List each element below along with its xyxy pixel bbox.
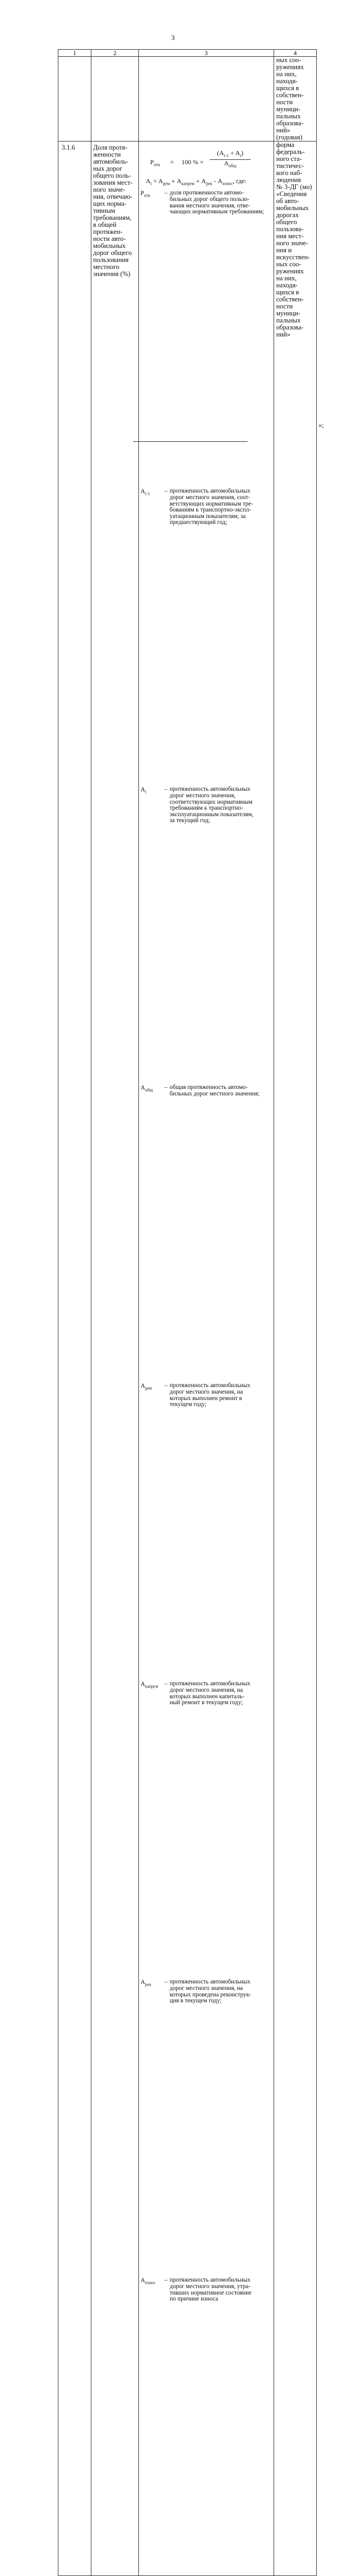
cont-cell-1 bbox=[58, 57, 91, 142]
formula-lhs-sub: отв bbox=[154, 162, 160, 167]
formula-percent: 100 % × bbox=[181, 158, 204, 166]
footer-divider bbox=[133, 441, 248, 442]
definition-text: протяженность автомобильных дорог местного значения, соответствующих нормативным требованиям к транспортно- эксплуатационным показателям, за текущий год; bbox=[169, 786, 254, 824]
closing-quote: »; bbox=[318, 421, 324, 429]
cont-source-text: ных соо- ружениях на них, находя- щихся в собствен- ности муници- пальных образова- ний» (годовая) bbox=[276, 56, 304, 141]
cont-cell-2 bbox=[91, 57, 139, 142]
definition-row: $P_{отв}$ – доля протяженности автомо- бильных дорог общего пользо- вания местного значения, отве- чающих нормативным требованиям; bbox=[141, 190, 272, 488]
column-header-1: 1 bbox=[58, 50, 91, 57]
formula-equals: = bbox=[170, 158, 174, 166]
column-header-row bbox=[58, 50, 317, 57]
page-number: 3 bbox=[171, 33, 175, 42]
source-cell bbox=[274, 142, 316, 2576]
definitions-list bbox=[141, 190, 272, 2575]
definition-text: доля протяженности автомо- бильных дорог общего пользо- вания местного значения, отве- чающих нормативным требованиям; bbox=[169, 190, 264, 216]
formula-cell bbox=[138, 142, 274, 2576]
column-header-4: 4 bbox=[274, 50, 316, 57]
indicators-table bbox=[58, 49, 317, 2576]
definition-text: протяженность автомобильных дорог местного значения, утра- тивших нормативное состояние по причине износа bbox=[169, 2277, 252, 2303]
definition-row: $A_{i-1}$ – протяженность автомобильных дорог местного значения, соот- ветствующих нормативным тре- бованиям к транспортно-экспл- уатационным показателям, за предшествующий год; bbox=[141, 488, 272, 786]
indicator-name: Доля протя- женности автомобиль- ных дорог общего поль- зования мест- ного значе- ния, отвечаю- щих норма- тивным требованиям, в общей протяжен- ности авто- мобильных дорог общего пользования местного значения (%) bbox=[93, 144, 133, 278]
main-formula bbox=[141, 150, 272, 182]
definition-row: $A_{рек}$ – протяженность автомобильных дорог местного значения, на которых проведена реконструк- ция в текущем году; bbox=[141, 1979, 272, 2277]
definition-text: протяженность автомобильных дорог местного значения, на которых проведена реконструк- ция в текущем году; bbox=[169, 1979, 251, 2005]
definition-text: общая протяженность автомо- бильных дорог местного значения; bbox=[169, 1084, 260, 1097]
continued-row bbox=[58, 57, 317, 142]
definition-text: протяженность автомобильных дорог местного значения, на которых выполнен ремонт в текущем году; bbox=[169, 1382, 251, 1408]
formula-lhs: P bbox=[150, 158, 154, 166]
source-text: форма федераль- ного ста- тистичес- кого наб- людения № 3-ДГ (мо) «Сведения об авто- мобильных дорогах общего пользова- ния мест- ного значе- ния и искусствен- ных соо- ружениях на них, находя- щихся в собствен- ности муници- пальных образова- ний» bbox=[276, 141, 312, 338]
cont-source-cell bbox=[274, 57, 316, 142]
definition-text: протяженность автомобильных дорог местного значения, соот- ветствующих нормативным тре- бованиям к транспортно-экспл- уатационным показателям, за предшествующий год; bbox=[169, 488, 254, 526]
definition-row: $A_{износ}$ – протяженность автомобильных дорог местного значения, утра- тивших нормативное состояние по причине износа bbox=[141, 2277, 272, 2575]
definition-text: протяженность автомобильных дорог местного значения, на которых выполнен капиталь- ный ремонт в текущем году; bbox=[169, 1680, 251, 1706]
cont-cell-3 bbox=[138, 57, 274, 142]
definition-row: $A_{общ}$ – общая протяженность автомо- бильных дорог местного значения; bbox=[141, 1085, 272, 1383]
indicator-cell bbox=[91, 142, 139, 2576]
formula-numerator: $(A_{i-1} + A_i)$ bbox=[210, 150, 251, 160]
column-header-2: 2 bbox=[91, 50, 139, 57]
column-header-3: 3 bbox=[138, 50, 274, 57]
table-row bbox=[58, 142, 317, 2576]
row-number: 3.1.6 bbox=[58, 142, 91, 2576]
formula-denominator: $A_{общ}$ bbox=[224, 159, 237, 169]
definition-row: $A_{рем}$ – протяженность автомобильных дорог местного значения, на которых выполнен ремонт в текущем году; bbox=[141, 1383, 272, 1681]
definition-row: $A_{капрем}$ – протяженность автомобильных дорог местного значения, на которых выполнен капиталь- ный ремонт в текущем году; bbox=[141, 1681, 272, 1979]
formula-fraction bbox=[210, 150, 251, 170]
secondary-formula: $A_i = A_{рем} + A_{капрем} + A_{рек} - A_{износ}$, где: bbox=[145, 177, 247, 186]
definition-row: $A_i$ – протяженность автомобильных дорог местного значения, соответствующих нормативным требованиям к транспортно- эксплуатационным показателям, за текущий год; bbox=[141, 786, 272, 1085]
